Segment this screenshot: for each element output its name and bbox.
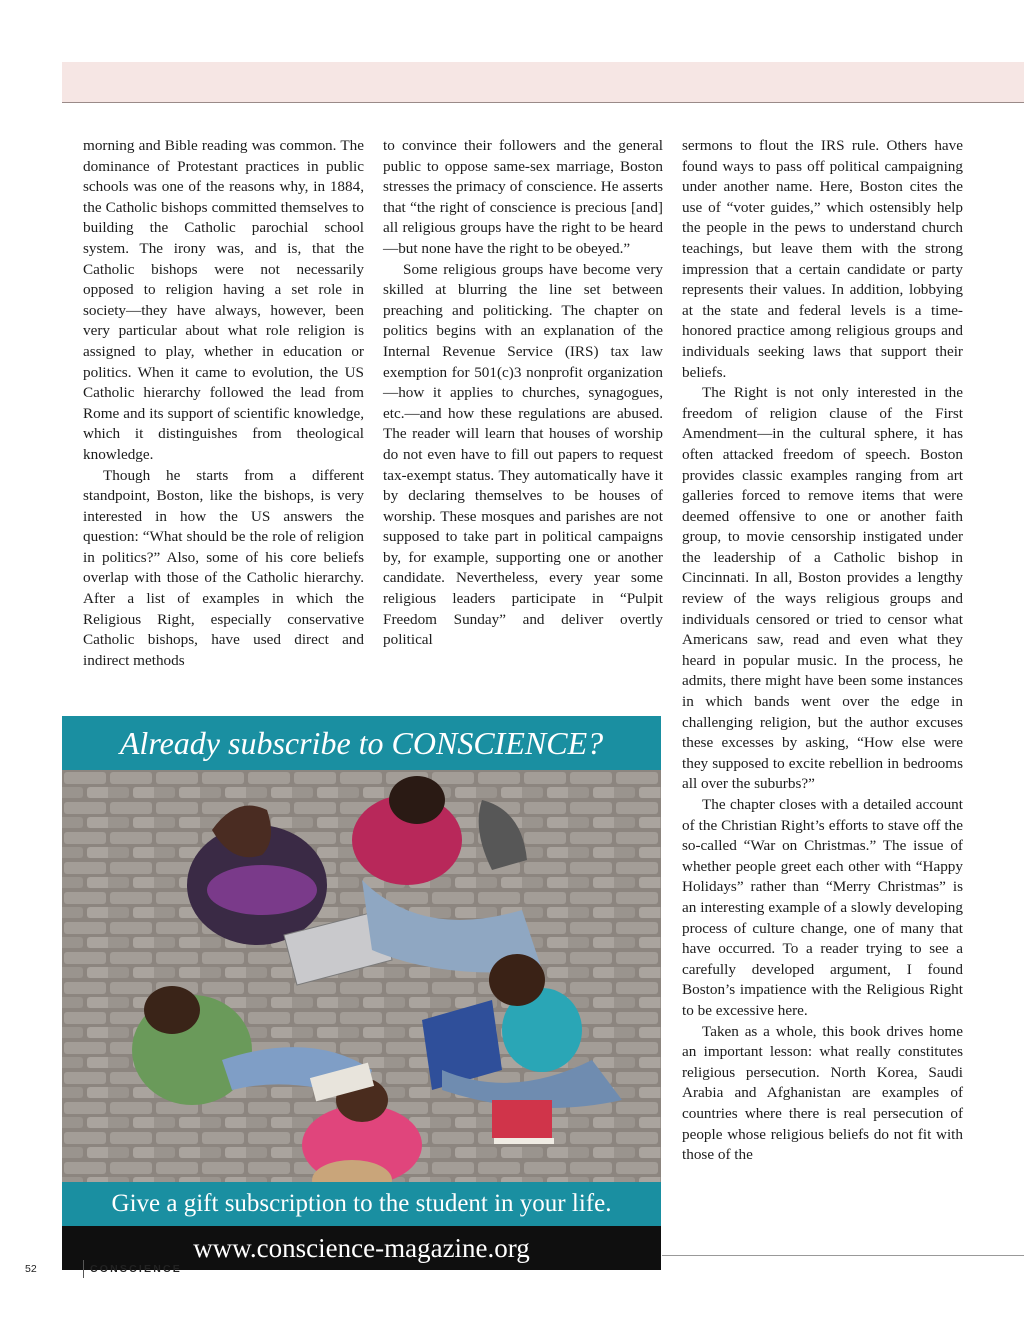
text-column-3	[682, 136, 963, 1166]
footer-divider	[83, 1260, 84, 1278]
ad-url-link[interactable]: www.conscience-magazine.org	[62, 1226, 661, 1270]
magazine-name: CONSCIENCE	[90, 1263, 183, 1275]
subscription-ad[interactable]	[62, 716, 661, 1263]
paragraph: Though he starts from a different standpoint, Boston, like the bishops, is very interested in how the US answers the question: “What should be the role of religion in politics?” Also, some of his core beliefs overlap with those of the Catholic hierarchy. After a list of examples in which the Religious Right, especially conservative Catholic bishops, have used direct and indirect methods	[83, 466, 364, 669]
paragraph: sermons to flout the IRS rule. Others have found ways to pass off political campaigning under another name. Here, Boston cites the use of “voter guides,” which ostensibly help the people in the pews to understand church teachings, but leave them with the strong impression that a certain candidate or party represents their values. In addition, lobbying at the state and federal levels is a time-honored practice among religious groups and individuals seeking laws that support their beliefs.	[682, 137, 963, 381]
paragraph: Taken as a whole, this book drives home an important lesson: what really constitutes religious persecution. North Korea, Saudi Arabia and Afghanistan are examples of countries where there is real persecution of people whose religious beliefs do not fit with those of the	[682, 1022, 963, 1164]
paragraph: morning and Bible reading was common. The dominance of Protestant practices in public schools was one of the reasons why, in 1884, the Catholic bishops committed themselves to building the Catholic parochial school system. The irony was, and is, that the Catholic bishops were not necessarily opposed to religion having a set role in society—they have always, however, been very particular about what role religion is assigned to play, whether in education or politics. When it came to evolution, the US Catholic hierarchy followed the lead from Rome and its support of scientific knowledge, which it distinguishes from theological knowledge.	[83, 137, 364, 463]
footer-rule	[662, 1255, 1024, 1256]
paragraph: The Right is not only interested in the freedom of religion clause of the First Amendment—in the cultural sphere, it has often attacked freedom of speech. Boston provides classic examples ranging from art galleries forced to remove items that were deemed offensive to one or another faith group, to movie censorship instigated under the leadership of a Catholic bishop in Cincinnati. In all, Boston provides a lengthy review of the ways religious groups and individuals censored or tried to censor what Americans saw, read and even what they heard in popular music. In the process, he admits, there might have been some instances in which bands went over the edge in challenging religion, but the author excuses these excesses by asking, “How else were they supposed to excite rebellion in bedrooms all over the suburbs?”	[682, 384, 963, 793]
ad-gift-line: Give a gift subscription to the student in your life.	[62, 1182, 661, 1226]
text-column-2	[383, 136, 663, 651]
paragraph: The chapter closes with a detailed account of the Christian Right’s efforts to stave off the so-called “War on Christmas.” The issue of whether people greet each other with “Happy Holidays” rather than “Merry Christmas” is an interesting example of a slowly developing process of culture change, one of many that have occurred. To a reader trying to see a carefully developed argument, I found Boston’s impatience with the Religious Right to be excessive here.	[682, 796, 963, 1019]
text-column-1	[83, 136, 364, 671]
header-band	[62, 62, 1024, 103]
students-photo	[62, 770, 661, 1182]
page-number: 52	[25, 1263, 37, 1275]
paragraph: Some religious groups have become very skilled at blurring the line set between preaching and politicking. The chapter on politics begins with an explanation of the Internal Revenue Service (IRS) tax law exemption for 501(c)3 nonprofit organization—how it applies to churches, synagogues, etc.—and how these regulations are abused. The reader will learn that houses of worship do not even have to fill out papers to request tax-exempt status. They automatically have it by declaring themselves to be houses of worship. These mosques and parishes are not supposed to take part in political campaigns by, for example, supporting one or another candidate. Nevertheless, every year some religious leaders participate in “Pulpit Freedom Sunday” and deliver overtly political	[383, 260, 663, 649]
ad-headline: Already subscribe to CONSCIENCE?	[62, 716, 661, 770]
paragraph: to convince their followers and the general public to oppose same-sex marriage, Boston stresses the primacy of conscience. He asserts that “the right of conscience is precious [and] all religious groups have the right to be heard—but none have the right to be obeyed.”	[383, 137, 663, 257]
